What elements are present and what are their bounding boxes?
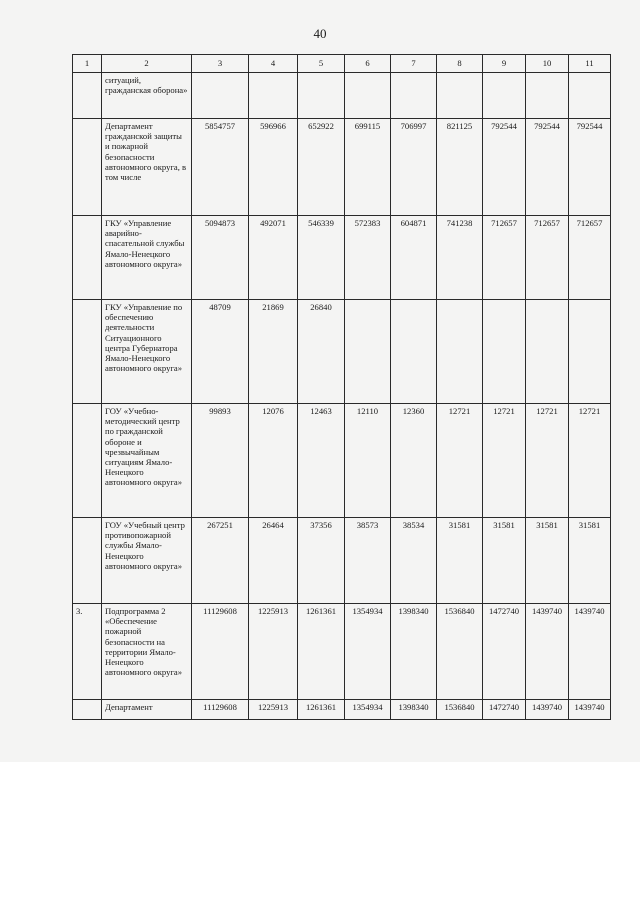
value-cell: 1439740: [526, 700, 569, 720]
table-row: [73, 73, 611, 119]
value-cell: 37356: [298, 518, 345, 604]
value-cell: [569, 73, 611, 119]
row-number: [73, 119, 102, 216]
row-name: ГОУ «Учебно-методический центр по гражданской обороне и чрезвычайным ситуациям Ямало-Ненецкого автономного округа»: [102, 404, 192, 518]
row-name: ГОУ «Учебный центр противопожарной службы Ямало-Ненецкого автономного округа»: [102, 518, 192, 604]
value-cell: [526, 73, 569, 119]
value-cell: [391, 73, 437, 119]
value-cell: 12110: [345, 404, 391, 518]
value-cell: 699115: [345, 119, 391, 216]
value-cell: 712657: [569, 216, 611, 300]
value-cell: 1261361: [298, 604, 345, 700]
value-cell: 572383: [345, 216, 391, 300]
value-cell: 21869: [249, 300, 298, 404]
value-cell: 31581: [526, 518, 569, 604]
value-cell: 267251: [192, 518, 249, 604]
budget-table: [72, 54, 611, 720]
value-cell: 1225913: [249, 604, 298, 700]
value-cell: [437, 300, 483, 404]
value-cell: 26464: [249, 518, 298, 604]
value-cell: 546339: [298, 216, 345, 300]
value-cell: [483, 300, 526, 404]
value-cell: [526, 300, 569, 404]
column-header: 6: [345, 55, 391, 73]
value-cell: 1439740: [569, 604, 611, 700]
value-cell: 821125: [437, 119, 483, 216]
row-number: [73, 404, 102, 518]
value-cell: 12463: [298, 404, 345, 518]
value-cell: 5094873: [192, 216, 249, 300]
value-cell: 38534: [391, 518, 437, 604]
value-cell: 99893: [192, 404, 249, 518]
page-number: 40: [313, 26, 327, 41]
table-row: [73, 604, 611, 700]
column-header: 4: [249, 55, 298, 73]
value-cell: 1225913: [249, 700, 298, 720]
value-cell: 12721: [526, 404, 569, 518]
value-cell: 5854757: [192, 119, 249, 216]
column-header: 3: [192, 55, 249, 73]
column-number-row: [73, 55, 611, 73]
value-cell: 712657: [483, 216, 526, 300]
value-cell: 31581: [483, 518, 526, 604]
value-cell: 12721: [437, 404, 483, 518]
value-cell: 12721: [569, 404, 611, 518]
value-cell: 11129608: [192, 700, 249, 720]
value-cell: [298, 73, 345, 119]
row-name: ГКУ «Управление аварийно-спасательной службы Ямало-Ненецкого автономного округа»: [102, 216, 192, 300]
value-cell: [569, 300, 611, 404]
row-number: [73, 300, 102, 404]
value-cell: 712657: [526, 216, 569, 300]
table-row: [73, 518, 611, 604]
row-name: Департамент: [102, 700, 192, 720]
value-cell: 1536840: [437, 604, 483, 700]
value-cell: 1354934: [345, 604, 391, 700]
row-number: [73, 73, 102, 119]
value-cell: 1536840: [437, 700, 483, 720]
value-cell: 596966: [249, 119, 298, 216]
value-cell: 652922: [298, 119, 345, 216]
column-header: 7: [391, 55, 437, 73]
row-number: [73, 700, 102, 720]
value-cell: 26840: [298, 300, 345, 404]
column-header: 2: [102, 55, 192, 73]
table-row: [73, 700, 611, 720]
table-row: [73, 404, 611, 518]
value-cell: 604871: [391, 216, 437, 300]
column-header: 10: [526, 55, 569, 73]
value-cell: 38573: [345, 518, 391, 604]
value-cell: [391, 300, 437, 404]
column-header: 8: [437, 55, 483, 73]
column-header: 1: [73, 55, 102, 73]
row-name: ситуаций, гражданская оборона»: [102, 73, 192, 119]
value-cell: 741238: [437, 216, 483, 300]
table-row: [73, 300, 611, 404]
row-name: Подпрограмма 2 «Обеспечение пожарной безопасности на территории Ямало-Ненецкого автономного округа»: [102, 604, 192, 700]
value-cell: 1472740: [483, 604, 526, 700]
row-name: ГКУ «Управление по обеспечению деятельности Ситуационного центра Губернатора Ямало-Ненецкого автономного округа»: [102, 300, 192, 404]
value-cell: 12076: [249, 404, 298, 518]
table-row: [73, 119, 611, 216]
value-cell: 1439740: [526, 604, 569, 700]
value-cell: 792544: [483, 119, 526, 216]
value-cell: 12360: [391, 404, 437, 518]
value-cell: 792544: [569, 119, 611, 216]
value-cell: [437, 73, 483, 119]
row-number: [73, 518, 102, 604]
value-cell: 48709: [192, 300, 249, 404]
value-cell: 31581: [437, 518, 483, 604]
column-header: 11: [569, 55, 611, 73]
value-cell: [192, 73, 249, 119]
value-cell: [345, 73, 391, 119]
value-cell: 1354934: [345, 700, 391, 720]
value-cell: 12721: [483, 404, 526, 518]
value-cell: 1398340: [391, 604, 437, 700]
value-cell: 1439740: [569, 700, 611, 720]
row-number: [73, 216, 102, 300]
value-cell: [249, 73, 298, 119]
row-number: 3.: [73, 604, 102, 700]
value-cell: 1398340: [391, 700, 437, 720]
value-cell: 11129608: [192, 604, 249, 700]
value-cell: 792544: [526, 119, 569, 216]
column-header: 9: [483, 55, 526, 73]
value-cell: 1261361: [298, 700, 345, 720]
value-cell: 706997: [391, 119, 437, 216]
value-cell: 1472740: [483, 700, 526, 720]
column-header: 5: [298, 55, 345, 73]
table-row: [73, 216, 611, 300]
value-cell: 31581: [569, 518, 611, 604]
row-name: Департамент гражданской защиты и пожарной безопасности автономного округа, в том числе: [102, 119, 192, 216]
value-cell: 492071: [249, 216, 298, 300]
value-cell: [483, 73, 526, 119]
value-cell: [345, 300, 391, 404]
